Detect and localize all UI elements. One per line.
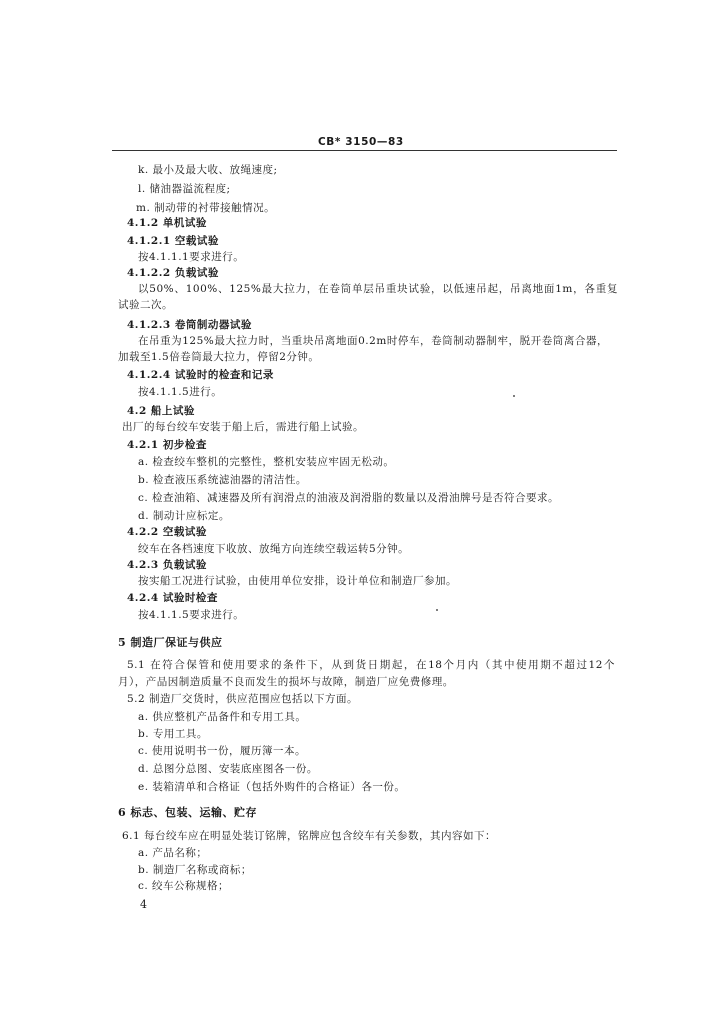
- item-5-2-c: c. 使用说明书一份，履历簿一本。: [138, 745, 307, 757]
- item-5-2-e: e. 装箱清单和合格证（包括外购件的合格证）各一份。: [138, 781, 406, 793]
- para-6-1: 6.1 每台绞车应在明显处装订铭牌，铭牌应包含绞车有关参数，其内容如下：: [122, 830, 497, 842]
- heading-4-1-2-3: 4.1.2.3 卷筒制动器试验: [127, 319, 252, 331]
- para-4-1-2-1: 按4.1.1.1要求进行。: [138, 251, 245, 263]
- para-4-2-3: 按实船工况进行试验，由使用单位安排，设计单位和制造厂参加。: [138, 575, 457, 587]
- para-4-1-2-4: 按4.1.1.5进行。: [138, 386, 223, 398]
- item-4-2-1-c: c. 检查油箱、减速器及所有润滑点的油液及润滑脂的数量以及滑油牌号是否符合要求。: [138, 492, 560, 504]
- para-4-1-2-3-line1: 在吊重为125%最大拉力时，当重块吊离地面0.2m时停车，卷筒制动器制牢，脱开卷筒离合器，: [138, 335, 608, 347]
- heading-4-2-4: 4.2.4 试验时检查: [127, 592, 218, 604]
- heading-4-2-2: 4.2.2 空载试验: [127, 526, 207, 538]
- item-6-1-b: b. 制造厂名称或商标；: [138, 864, 252, 876]
- item-5-2-d: d. 总图分总图、安装底座图各一份。: [138, 763, 318, 775]
- para-5-1-line1: 5.1 在符合保管和使用要求的条件下，从到货日期起，在18个月内（其中使用期不超过12个: [127, 659, 615, 671]
- heading-4-1-2-4: 4.1.2.4 试验时的检查和记录: [127, 369, 274, 381]
- item-4-2-1-b: b. 检查液压系统滤油器的清洁性。: [138, 474, 307, 486]
- section-5-heading: 5 制造厂保证与供应: [118, 636, 223, 649]
- item-l: l. 储油器溢流程度;: [138, 183, 231, 195]
- para-4-1-2-3-line2: 加载至1.5倍卷筒最大拉力，停留2分钟。: [118, 351, 320, 363]
- para-4-2-4: 按4.1.1.5要求进行。: [138, 609, 245, 621]
- item-m: m. 制动带的衬带接触情况。: [136, 202, 276, 214]
- page-number: 4: [140, 898, 147, 911]
- heading-4-1-2-1: 4.1.2.1 空载试验: [127, 235, 219, 247]
- heading-4-1-2: 4.1.2 单机试验: [127, 217, 207, 229]
- standard-number-header: CB* 3150—83: [318, 136, 404, 148]
- item-5-2-b: b. 专用工具。: [138, 728, 208, 740]
- heading-4-2-3: 4.2.3 负载试验: [127, 559, 207, 571]
- para-4-2: 出厂的每台绞车安装于船上后，需进行船上试验。: [122, 421, 364, 433]
- para-4-2-2: 绞车在各档速度下收放、放绳方向连续空载运转5分钟。: [138, 543, 410, 555]
- para-5-2: 5.2 制造厂交货时，供应范围应包括以下方面。: [127, 693, 359, 705]
- section-6-heading: 6 标志、包装、运输、贮存: [118, 806, 257, 819]
- item-5-2-a: a. 供应整机产品备件和专用工具。: [138, 711, 307, 723]
- heading-4-1-2-2: 4.1.2.2 负载试验: [127, 267, 219, 279]
- para-4-1-2-2-line1: 以50%、100%、125%最大拉力，在卷筒单层吊重块试验，以低速吊起，吊离地面1m，各重复: [138, 283, 618, 295]
- scan-speck: [436, 609, 438, 611]
- item-k: k. 最小及最大收、放绳速度;: [138, 164, 278, 176]
- header-rule: [112, 150, 617, 151]
- heading-4-2: 4.2 船上试验: [127, 405, 195, 417]
- item-6-1-a: a. 产品名称；: [138, 847, 208, 859]
- item-4-2-1-d: d. 制动计应标定。: [138, 510, 230, 522]
- para-5-1-line2: 月），产品因制造质量不良而发生的损坏与故障，制造厂应免费修理。: [118, 676, 454, 688]
- scan-speck: [513, 395, 515, 397]
- para-4-1-2-2-line2: 试验二次。: [118, 299, 173, 311]
- item-6-1-c: c. 绞车公称规格；: [138, 880, 230, 892]
- item-4-2-1-a: a. 检查绞车整机的完整性，整机安装应牢固无松动。: [138, 456, 395, 468]
- heading-4-2-1: 4.2.1 初步检查: [127, 439, 207, 451]
